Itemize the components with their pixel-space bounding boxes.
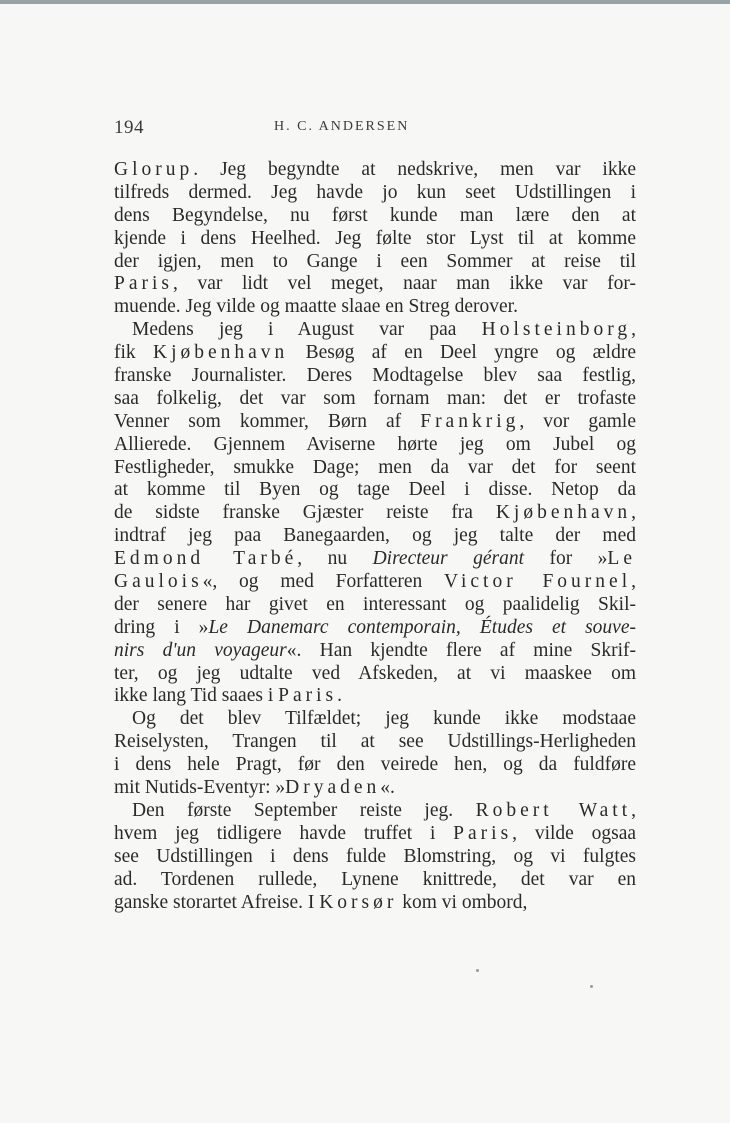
text-line — [114, 777, 636, 800]
text-line — [114, 273, 636, 296]
text-run: mit Nutids-Eventyr: » — [114, 777, 286, 799]
text-run: dring i » — [114, 616, 209, 638]
text-line — [114, 296, 636, 319]
text-run: , — [631, 319, 636, 341]
spaced-name: Korsør — [319, 891, 398, 913]
text-line — [114, 434, 636, 457]
text-run: , vilde ogsaa — [512, 822, 637, 844]
spaced-name: Paris — [453, 822, 513, 844]
spaced-name: Holsteinborg — [481, 319, 632, 341]
spaced-name: Paris — [114, 273, 173, 295]
text-line — [114, 411, 636, 434]
text-line — [114, 594, 636, 617]
text-run: kom vi ombord, — [397, 891, 528, 913]
text-line — [114, 388, 636, 411]
text-line — [114, 571, 636, 594]
text-line — [114, 731, 636, 754]
text-run: der igjen, men to Gange i een Sommer at reise til — [114, 250, 636, 272]
page-header — [114, 117, 634, 141]
text-run: «. Han kjendte flere af mine Skrif- — [286, 639, 636, 661]
spaced-name: Dryaden — [285, 777, 381, 799]
text-run: ganske storartet Afreise. I — [114, 891, 320, 913]
text-line — [114, 365, 636, 388]
text-line — [114, 640, 636, 663]
running-head: H. C. ANDERSEN — [274, 119, 410, 134]
text-run: , nu — [297, 548, 373, 570]
text-line — [114, 800, 636, 823]
text-run: Allierede. Gjennem Aviserne hørte jeg om Jubel og — [114, 433, 636, 455]
italic-title: nirs d'un voyageur — [114, 639, 287, 661]
text-run: Og det blev Tilfældet; jeg kunde ikke modstaae — [132, 708, 636, 730]
spaced-name: Paris — [278, 685, 338, 707]
text-line — [114, 708, 636, 731]
text-run: Den første September reiste jeg. — [132, 799, 476, 821]
text-line — [114, 823, 636, 846]
spaced-name: Glorup — [114, 159, 194, 180]
text-line — [114, 502, 636, 525]
text-line — [114, 548, 636, 571]
page-top-edge — [0, 0, 730, 4]
spaced-name: Le — [607, 548, 636, 570]
text-run: ad. Tordenen rullede, Lynene knittrede, det var en — [114, 868, 636, 890]
text-run: , vor gamle — [519, 410, 636, 432]
spaced-name: Kjøbenhavn — [153, 342, 289, 364]
body-text — [114, 159, 636, 914]
text-run: Festligheder, smukke Dage; men da var det for seent — [114, 456, 636, 478]
text-run: muende. Jeg vilde og maatte slaae en Streg derover. — [114, 296, 518, 318]
text-line — [114, 754, 636, 777]
text-line — [114, 846, 636, 869]
text-run: see Udstillingen i dens fulde Blomstring, og vi fulgtes — [114, 845, 636, 867]
text-run: ter, og jeg udtalte ved Afskeden, at vi maaskee om — [114, 662, 636, 684]
spaced-name: Edmond Tarbé — [114, 548, 298, 570]
text-line — [114, 663, 636, 686]
text-run: «, og med Forfatteren — [202, 571, 445, 593]
italic-title: Le Danemarc contemporain, Études et souve- — [208, 616, 636, 638]
print-speck — [590, 985, 593, 988]
text-run: at komme til Byen og tage Deel i disse. Netop da — [114, 479, 636, 501]
text-run: «. — [380, 777, 395, 799]
print-speck — [476, 969, 479, 972]
text-line — [114, 228, 636, 251]
text-line — [114, 685, 636, 708]
text-line — [114, 617, 636, 640]
text-run: indtraf jeg paa Banegaarden, og jeg talte der med — [114, 525, 636, 547]
spaced-name: Kjøbenhavn — [495, 502, 632, 524]
text-line — [114, 159, 636, 182]
text-line — [114, 319, 636, 342]
text-run: , var lidt vel meget, naar man ikke var for- — [173, 273, 636, 295]
text-run: , — [631, 799, 636, 821]
page-number: 194 — [114, 117, 144, 138]
text-line — [114, 525, 636, 548]
text-run: . Jeg begyndte at nedskrive, men var ikke — [193, 159, 636, 180]
text-run: Medens jeg i August var paa — [132, 319, 482, 341]
text-line — [114, 892, 636, 915]
text-run: Venner som kommer, Børn af — [114, 410, 421, 432]
spaced-name: Robert Watt — [475, 799, 632, 821]
text-run: franske Journalister. Deres Modtagelse blev saa festlig, — [114, 365, 636, 387]
italic-title: Directeur gérant — [372, 548, 525, 570]
text-run: kjende i dens Heelhed. Jeg følte stor Lyst til at komme — [114, 227, 636, 249]
text-run: de sidste franske Gjæster reiste fra — [114, 502, 496, 524]
text-line — [114, 869, 636, 892]
spaced-name: Gaulois — [114, 571, 203, 593]
text-line — [114, 205, 636, 228]
text-run: der senere har givet en interessant og paalidelig Skil- — [114, 593, 636, 615]
text-run: Reiselysten, Trangen til at see Udstillings-Herligheden — [114, 731, 636, 753]
text-run: i dens hele Pragt, før den veirede hen, og da fuldføre — [114, 754, 636, 776]
text-run: saa folkelig, det var som fornam man: det er trofaste — [114, 387, 636, 409]
text-run: hvem jeg tidligere havde truffet i — [114, 822, 454, 844]
text-run: dens Begyndelse, nu først kunde man lære den at — [114, 204, 636, 226]
text-run: fik — [114, 342, 153, 364]
spaced-name: Frankrig — [420, 410, 520, 432]
text-run: for » — [524, 548, 608, 570]
text-run: , — [631, 502, 636, 524]
text-run: ikke lang Tid saaes i — [114, 685, 279, 707]
spaced-name: Victor Fournel — [444, 571, 632, 593]
text-line — [114, 182, 636, 205]
text-line — [114, 251, 636, 274]
text-run: Besøg af en Deel yngre og ældre — [288, 342, 636, 364]
text-run: . — [337, 685, 342, 707]
text-line — [114, 342, 636, 365]
text-run: , — [631, 571, 636, 593]
text-line — [114, 479, 636, 502]
text-line — [114, 457, 636, 480]
text-run: tilfreds dermed. Jeg havde jo kun seet Udstillingen i — [114, 181, 636, 203]
